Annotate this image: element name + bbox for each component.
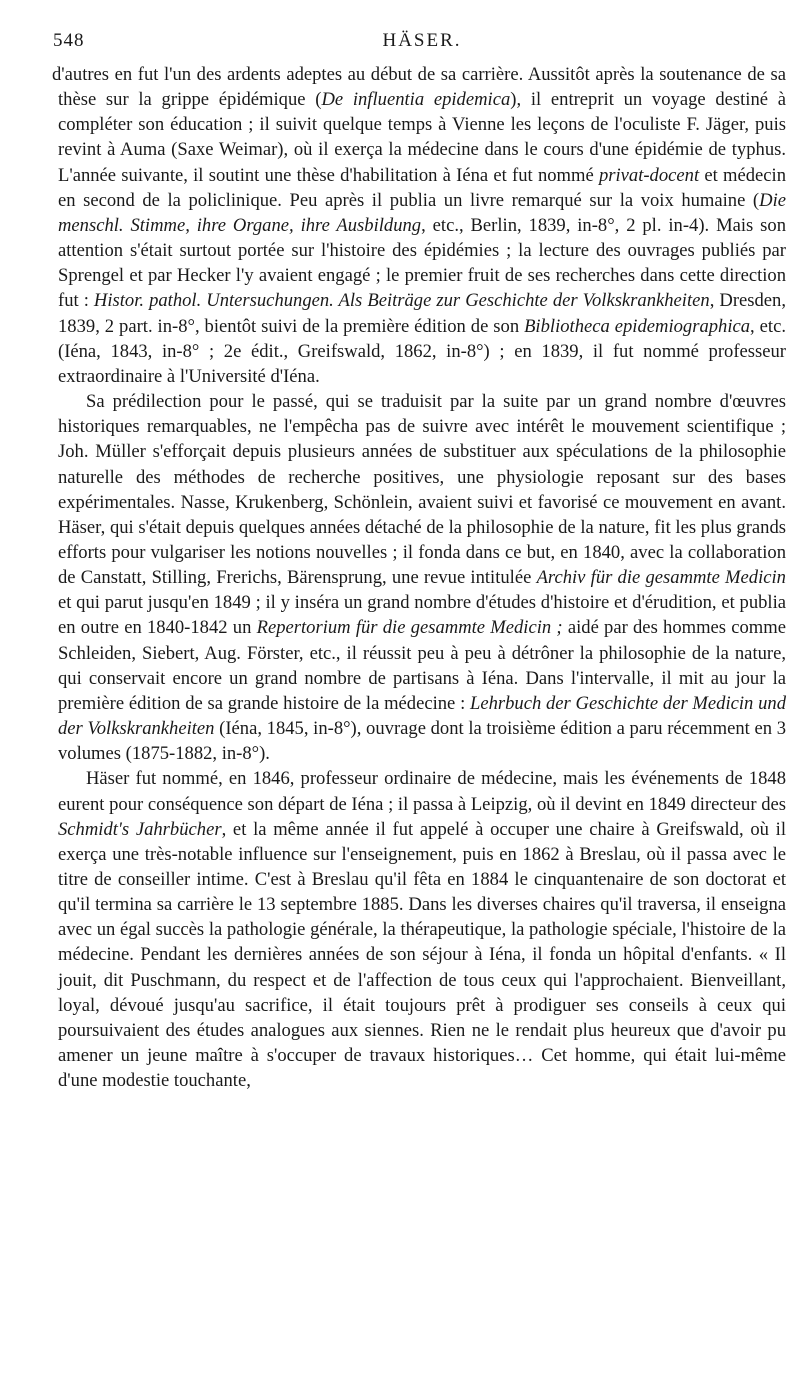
text-run: et médecin en second de la policlinique. Peu après il publia un livre remarqué sur la voix humaine (	[58, 164, 786, 211]
text-run: , etc., Berlin, 1839, in-8°, 2 pl. in-4). Mais son attention s'était surtout portée sur l'histoire des épidémies ; la lecture des ouvrages publiés par Sprengel et par Hecker l'y avaient engagé ; le premier fruit de ses recherches dans cette direction fut :	[58, 214, 786, 312]
text-run: et qui parut jusqu'en 1849 ; il y inséra un grand nombre d'études d'histoire et d'érudition, et publia en outre en 1840-1842 un	[58, 592, 786, 639]
italic-title: Bibliotheca epidemiographica	[524, 315, 751, 337]
text-run: Sa prédilection pour le passé, qui se traduisit par la suite par un grand nombre d'œuvres historiques remarquables, ne l'empêcha pas de suivre avec intérêt le mouvement scientifique ; Joh. Müller s'efforçait depuis plusieurs années de substituer aux spéculations de la philosophie naturelle des méthodes de recherche positives, une physiologie reposant sur des bases expérimentales. Nasse, Krukenberg, Schönlein, avaient suivi et favorisé ce mouvement en avant. Häser, qui s'était depuis quelques années détaché de la philosophie de la nature, fit les plus grands efforts pour vulgariser les notions nouvelles ; il fonda dans ce but, en 1840, avec la collaboration de Canstatt, Stilling, Frerichs, Bärensprung, une revue intitulée	[58, 391, 786, 589]
italic-title: privat-docent	[598, 164, 700, 186]
text-run: d'autres en fut l'un des ardents adeptes au début de sa carrière. Aussitôt après la soutenance de sa thèse sur la grippe épidémique (	[52, 64, 786, 111]
running-title: HÄSER.	[382, 30, 462, 51]
running-head	[53, 28, 786, 62]
text-run: (Iéna, 1845, in-8°), ouvrage dont la troisième édition a paru récemment en 3 volumes (1875-1882, in-8°).	[58, 718, 787, 765]
text-run: , et la même année il fut appelé à occuper une chaire à Greifswald, où il exerça une très-notable influence sur l'enseignement, puis en 1862 à Breslau, où il passa avec le titre de conseiller intime. C'est à Breslau qu'il fêta en 1884 le cinquantenaire de son doctorat et qu'il termina sa carrière le 13 septembre 1885. Dans les diverses chaires qu'il traversa, il enseigna avec un égal succès la pathologie générale, la thérapeutique, la pathologie spéciale, l'histoire de la médecine. Pendant les dernières années de son séjour à Iéna, il fonda un hôpital d'enfants. « Il jouit, dit Puschmann, du respect et de l'affection de tous ceux qui l'approchaient. Bienveillant, loyal, dévoué jusqu'au sacrifice, il était toujours prêt à prodiguer ses conseils à ceux qui poursuivaient des études analogues aux siennes. Rien ne le rendait plus heureux que d'avoir pu amener un jeune maître à s'occuper de travaux historiques… Cet homme, qui était lui-même d'une modestie touchante,	[58, 818, 786, 1092]
text-run: , Dresden, 1839, 2 part. in-8°, bientôt suivi de la première édition de son	[58, 290, 786, 337]
text-run: , etc. (Iéna, 1843, in-8° ; 2e édit., Greifswald, 1862, in-8°) ; en 1839, il fut nommé professeur extraordinaire à l'Université d'Iéna.	[58, 315, 786, 387]
italic-title: Lehrbuch der Geschichte der Medicin und der Volkskrankheiten	[58, 692, 786, 740]
italic-title: De influentia epidemica	[321, 89, 511, 111]
italic-title: Histor. pathol. Untersuchungen. Als Beiträge zur Geschichte der Volkskrankheiten	[93, 290, 710, 312]
italic-title: Die menschl. Stimme, ihre Organe, ihre Ausbildung	[58, 189, 786, 236]
page-number: 548	[53, 30, 85, 51]
paragraph	[52, 62, 786, 389]
text-run: aidé par des hommes comme Schleiden, Siebert, Aug. Förster, etc., il réussit peu à peu à détrôner la philosophie de la nature, qui conservait encore un grand nombre de partisans à Iéna. Dans l'intervalle, il mit au jour la première édition de sa grande histoire de la médecine :	[58, 617, 786, 714]
text-run: ), il entreprit un voyage destiné à compléter son éducation ; il suivit quelque temps à Vienne les leçons de l'oculiste F. Jäger, puis revint à Auma (Saxe Weimar), où il exerça la médecine dans le cours d'une épidémie de typhus. L'année suivante, il soutint une thèse d'habilitation à Iéna et fut nommé	[58, 89, 786, 186]
italic-title: Archiv für die gesammte Medicin	[536, 567, 786, 589]
italic-title: Schmidt's Jahrbücher	[58, 818, 222, 840]
paragraph	[58, 389, 786, 766]
paragraph	[58, 766, 786, 1093]
body-text	[52, 62, 787, 1093]
text-run: Häser fut nommé, en 1846, professeur ordinaire de médecine, mais les événements de 1848 eurent pour conséquence son départ de Iéna ; il passa à Leipzig, où il devint en 1849 directeur des	[58, 768, 786, 815]
document-page	[52, 28, 787, 1380]
italic-title: Repertorium für die gesammte Medicin ;	[256, 617, 563, 639]
